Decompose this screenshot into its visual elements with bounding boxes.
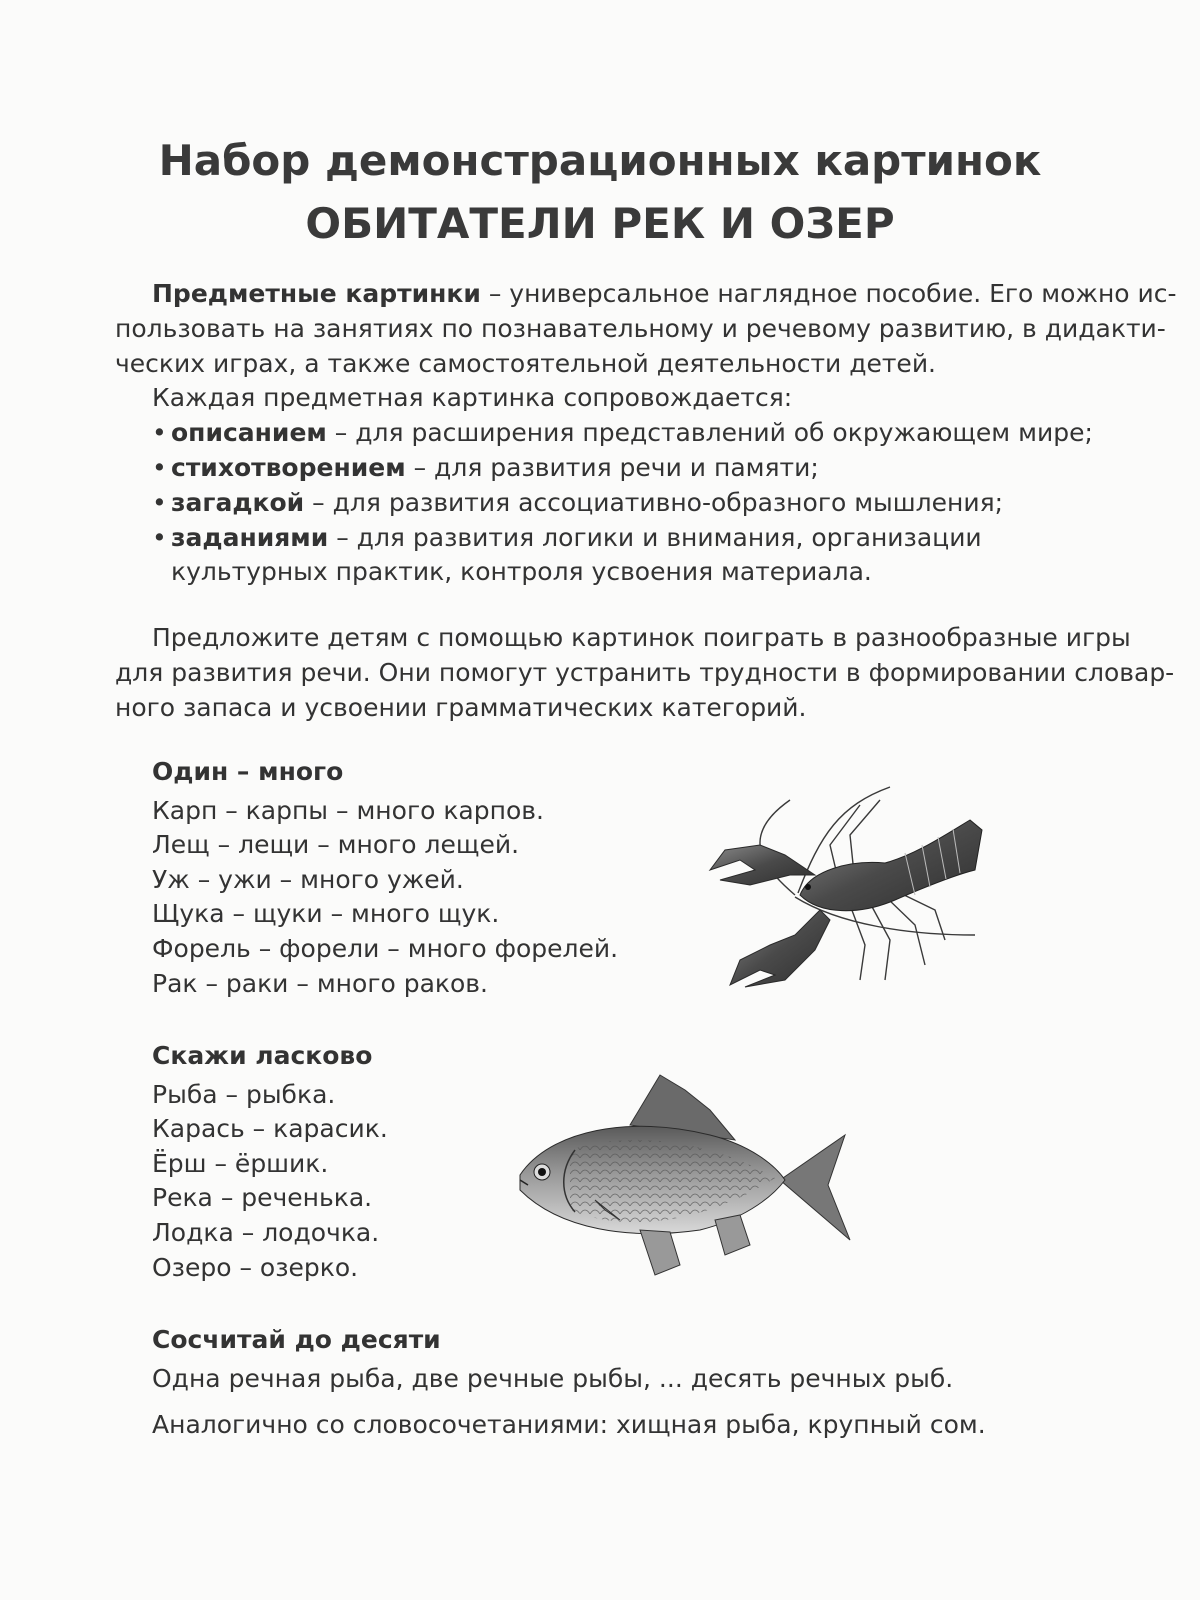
- bullet-bold: описанием: [171, 418, 327, 448]
- bullet-bold: заданиями: [171, 522, 329, 552]
- list-item: [152, 451, 1090, 486]
- intro-line-2: пользовать на занятиях по познавательному и речевому развитию, в дидакти-: [115, 313, 1166, 343]
- page-subtitle: ОБИТАТЕЛИ РЕК И ОЗЕР: [305, 199, 895, 248]
- page-title: Набор демонстрационных картинок: [158, 136, 1042, 185]
- say-kindly-heading: Скажи ласково: [152, 1041, 373, 1070]
- intro-line-1: [115, 277, 1177, 312]
- bullet-text: – для развития ассоциативно-образного мышления;: [304, 487, 1004, 517]
- list-item: Щука – щуки – много щук.: [152, 899, 500, 929]
- intro-section: [115, 277, 1177, 590]
- one-many-section: [152, 755, 618, 1001]
- intro-lead-rest: – универсальное наглядное пособие. Его можно ис-: [480, 279, 1177, 308]
- bullet-icon: •: [152, 522, 167, 552]
- bullet-icon: •: [152, 418, 167, 448]
- games-line-3: ного запаса и усвоении грамматических категорий.: [115, 692, 807, 722]
- games-line-2: для развития речи. Они помогут устранить трудности в формировании словар-: [115, 657, 1175, 687]
- list-item: Ёрш – ёршик.: [152, 1148, 329, 1178]
- count-line-1: Одна речная рыба, две речные рыбы, ... десять речных рыб.: [152, 1363, 954, 1393]
- fish-icon: [510, 1070, 855, 1285]
- intro-lead-bold: Предметные картинки: [152, 279, 481, 308]
- one-many-heading: Один – много: [152, 757, 344, 786]
- list-item: Лещ – лещи – много лещей.: [152, 830, 520, 860]
- list-item: Озеро – озерко.: [152, 1252, 359, 1282]
- list-item: Форель – форели – много форелей.: [152, 933, 619, 963]
- games-line-1: Предложите детям с помощью картинок поиграть в разнообразные игры: [152, 623, 1131, 652]
- list-item: Карп – карпы – много карпов.: [152, 795, 544, 825]
- bullet-text: – для развития речи и памяти;: [405, 452, 819, 482]
- intro-line-3: ческих играх, а также самостоятельной деятельности детей.: [115, 348, 937, 378]
- bullet-icon: •: [152, 487, 167, 517]
- list-item: Лодка – лодочка.: [152, 1217, 380, 1247]
- list-item: [152, 486, 1090, 521]
- count-heading: Сосчитай до десяти: [152, 1325, 441, 1354]
- intro-accompany: Каждая предметная картинка сопровождается:: [152, 383, 793, 413]
- list-item: Карась – карасик.: [152, 1114, 388, 1144]
- list-item: Рак – раки – много раков.: [152, 968, 488, 998]
- list-item: Рыба – рыбка.: [152, 1079, 336, 1109]
- list-item: Река – реченька.: [152, 1183, 373, 1213]
- count-section: [152, 1323, 986, 1443]
- list-item: [152, 521, 1111, 591]
- bullet-bold: загадкой: [171, 487, 305, 517]
- games-paragraph: [115, 621, 1175, 725]
- list-item: Уж – ужи – много ужей.: [152, 864, 464, 894]
- list-item: [152, 416, 1093, 451]
- bullet-icon: •: [152, 452, 167, 482]
- bullet-text: – для развития логики и внимания, организации культурных практик, контроля усвоения материала.: [171, 522, 982, 587]
- crayfish-icon: [700, 775, 985, 990]
- bullet-text: – для расширения представлений об окружающем мире;: [326, 418, 1093, 448]
- bullet-list: [115, 416, 1093, 590]
- count-line-2: Аналогично со словосочетаниями: хищная рыба, крупный сом.: [152, 1410, 986, 1440]
- say-kindly-section: [152, 1039, 388, 1285]
- bullet-bold: стихотворением: [171, 452, 406, 482]
